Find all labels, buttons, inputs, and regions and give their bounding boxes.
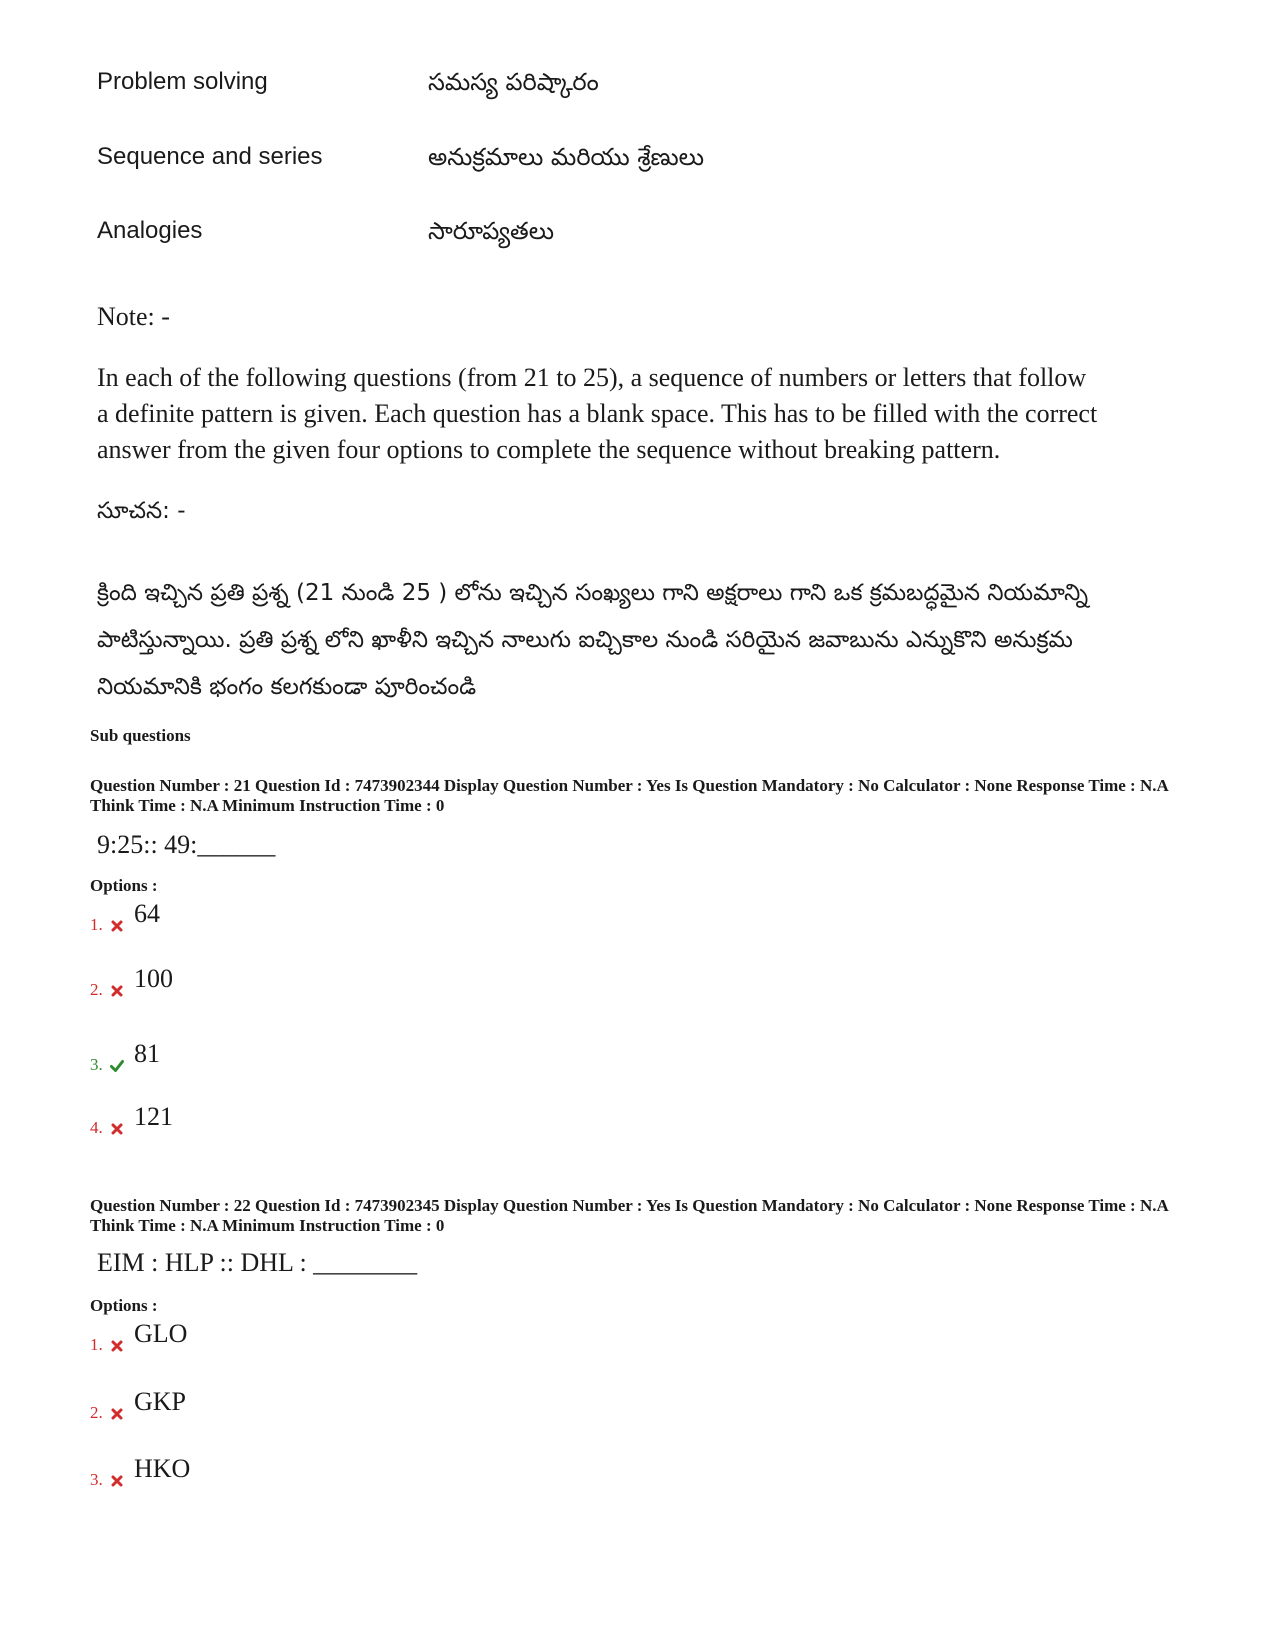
option-number: 2. <box>90 980 103 999</box>
option-number: 1. <box>90 915 103 934</box>
question-stem: 9:25:: 49:______ <box>97 830 276 859</box>
cross-icon <box>110 1339 124 1353</box>
option-text: 81 <box>134 1039 160 1068</box>
cross-icon <box>110 919 124 933</box>
option-text: GKP <box>134 1387 187 1416</box>
note-label: Note: - <box>97 302 170 331</box>
note-label-telugu: సూచన: - <box>97 498 186 524</box>
note-body-telugu: క్రింది ఇచ్చిన ప్రతి ప్రశ్న (21 నుండి 25 ) లోను ఇచ్చిన సంఖ్యలు గాని అక్షరాలు గాని ఒక క్రమబద్ధమైన నియమాన్ని పాటిస్తున్నాయి. ప్రతి ప్రశ్న లోని ఖాళీని ఇచ్చిన నాలుగు ఐచ్చికాల నుండి సరియైన జవాబును ఎన్నుకొని అనుక్రమ నియమానికి భంగం కలగకుండా పూరించండి <box>97 580 1089 700</box>
option-number: 2. <box>90 1403 103 1422</box>
option-number: 4. <box>90 1118 103 1137</box>
note-line: a definite pattern is given. Each question has a blank space. This has to be filled with the correct <box>97 399 1098 428</box>
option-text: 64 <box>134 899 160 928</box>
topic-en-problem-solving: Problem solving <box>97 68 268 95</box>
option-text: 100 <box>134 964 173 993</box>
question-meta: Question Number : 22 Question Id : 7473902345 Display Question Number : Yes Is Question Mandatory : No Calculator : None Response Time : N.A Think Time : N.A Minimum Instruction Time : 0 <box>90 1196 1168 1235</box>
option-text: HKO <box>134 1454 191 1483</box>
question-meta: Question Number : 21 Question Id : 7473902344 Display Question Number : Yes Is Question Mandatory : No Calculator : None Response Time : N.A Think Time : N.A Minimum Instruction Time : 0 <box>90 776 1168 815</box>
note-line: In each of the following questions (from 21 to 25), a sequence of numbers or letters that follow <box>97 363 1087 392</box>
option-number: 1. <box>90 1335 103 1354</box>
topic-te-analogies: సారూప్యతలు <box>428 217 555 245</box>
cross-icon <box>110 984 124 998</box>
sub-questions-heading: Sub questions <box>90 726 191 745</box>
note-body <box>97 360 1157 468</box>
cross-icon <box>110 1407 124 1421</box>
topic-en-sequence-series: Sequence and series <box>97 143 323 170</box>
topic-te-sequence-series: అనుక్రమాలు మరియు శ్రేణులు <box>428 143 704 171</box>
option-number: 3. <box>90 1470 103 1489</box>
check-icon <box>110 1059 124 1073</box>
cross-icon <box>110 1474 124 1488</box>
note-line: answer from the given four options to complete the sequence without breaking pattern. <box>97 435 1001 464</box>
topic-te-problem-solving: సమస్య పరిష్కారం <box>428 68 599 96</box>
cross-icon <box>110 1122 124 1136</box>
option-text: 121 <box>134 1102 173 1131</box>
option-text: GLO <box>134 1319 188 1348</box>
option-number: 3. <box>90 1055 103 1074</box>
topic-en-analogies: Analogies <box>97 217 203 244</box>
options-label: Options : <box>90 1296 158 1315</box>
question-stem: EIM : HLP :: DHL : ________ <box>97 1248 418 1277</box>
options-label: Options : <box>90 876 158 895</box>
